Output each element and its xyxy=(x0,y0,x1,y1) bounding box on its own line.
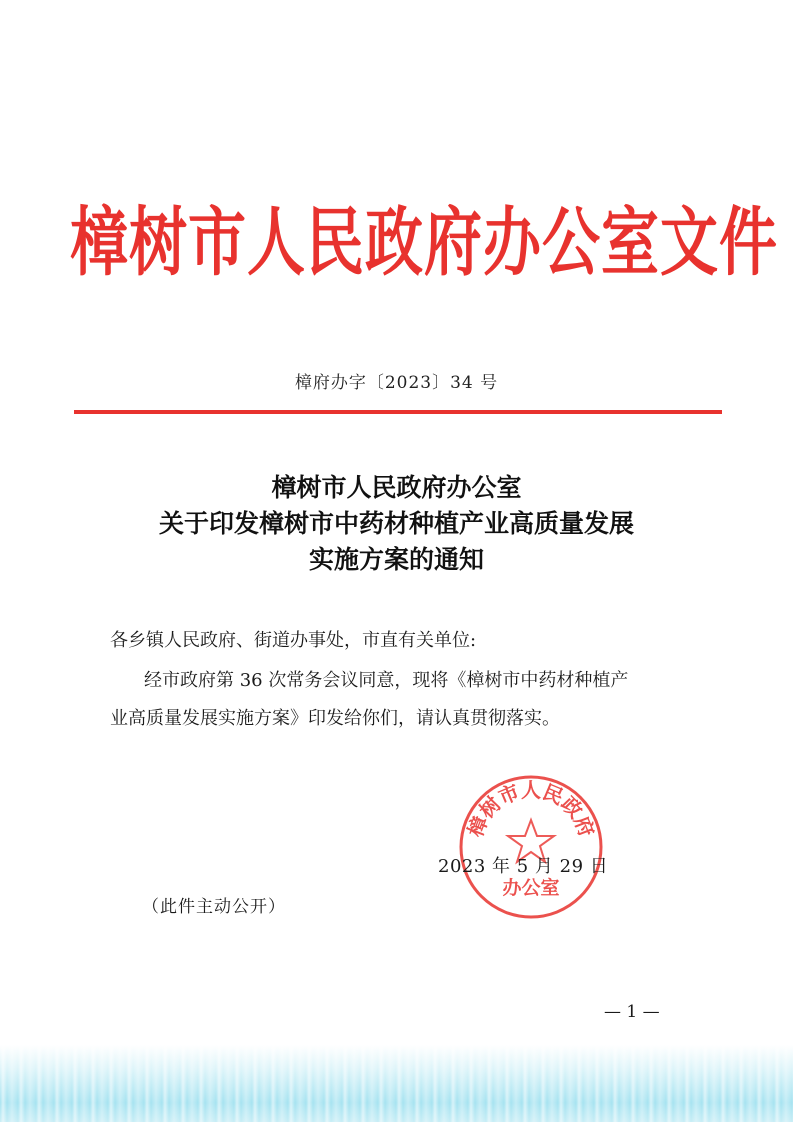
masthead-title: 樟树市人民政府办公室文件 xyxy=(70,198,779,286)
title-line-2: 关于印发樟树市中药材种植产业高质量发展 xyxy=(158,509,634,538)
seal-center-text: 办公室 xyxy=(502,877,560,899)
scan-artifact-band xyxy=(0,1045,793,1122)
document-number: 樟府办字〔2023〕34 号 xyxy=(294,373,499,393)
seal-arc-text: 樟树市人民政府 xyxy=(463,777,599,841)
red-separator-line xyxy=(74,410,722,414)
salutation: 各乡镇人民政府、街道办事处，市直有关单位: xyxy=(110,630,477,651)
document-title xyxy=(0,470,793,578)
title-line-1: 樟树市人民政府办公室 xyxy=(271,473,522,502)
body-paragraph-line-2: 业高质量发展实施方案》印发给你们，请认真贯彻落实。 xyxy=(110,708,560,729)
page-number: — 1 — xyxy=(604,1002,660,1022)
title-line-3: 实施方案的通知 xyxy=(308,545,484,574)
official-seal-stamp xyxy=(456,772,606,922)
issue-date: 2023 年 5 月 29 日 xyxy=(438,856,609,877)
body-paragraph-line-1: 经市政府第 36 次常务会议同意，现将《樟树市中药材种植产 xyxy=(144,670,629,691)
public-disclosure-note: （此件主动公开） xyxy=(142,897,286,917)
